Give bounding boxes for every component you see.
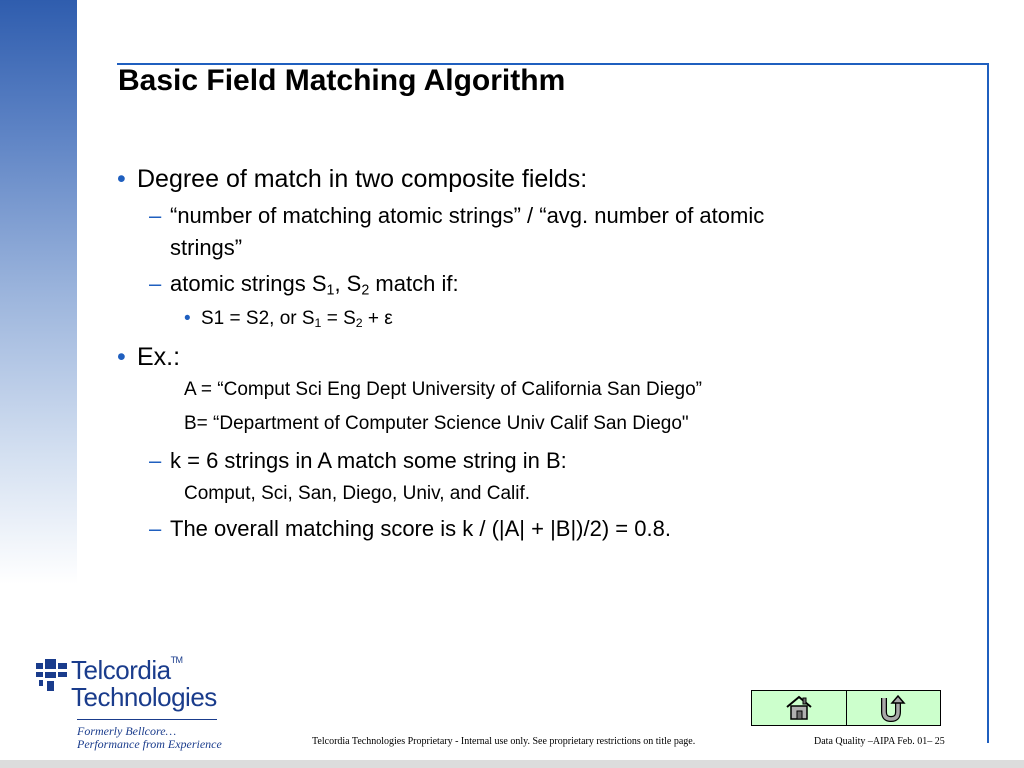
bullet-degree-of-match: Degree of match in two composite fields: [137,165,588,193]
footer-proprietary-notice: Telcordia Technologies Proprietary - Internal use only. See proprietary restrictions on title page. [312,736,696,747]
bottom-strip [0,760,1024,768]
telcordia-logo-icon [34,657,70,693]
dash-marker: – [149,271,162,296]
sidebar-gradient [0,0,77,584]
bullet-example: Ex.: [137,343,181,371]
dash-marker: – [149,516,162,541]
home-button[interactable] [752,691,846,725]
bullet-marker: • [117,165,126,193]
right-rule [987,63,989,743]
sub-k-strings: k = 6 strings in A match some string in B: [170,448,567,473]
logo-name-technologies: Technologies [71,682,217,712]
slide-title: Basic Field Matching Algorithm [118,64,566,97]
sub-sub-equality: S1 = S2, or $S_1 = S_2 + \varepsilon$ [201,308,393,331]
dash-marker: – [149,448,162,473]
sub-ratio-line1: “number of matching atomic strings” / “avg. number of atomic [170,203,765,228]
sub-ratio-line2: strings” [170,235,243,260]
example-string-b: B= “Department of Computer Science Univ Calif San Diego" [184,413,689,434]
navigation-buttons [751,690,941,726]
home-icon [785,694,813,722]
telcordia-logo [34,655,224,755]
logo-tagline-formerly: Formerly Bellcore… [77,724,177,738]
logo-divider [77,719,217,720]
footer-slide-info: Data Quality –AIPA Feb. 01– 25 [814,736,945,747]
logo-tagline-performance: Performance from Experience [77,737,222,751]
bullet-marker: • [117,343,126,371]
return-icon [878,694,908,722]
logo-name-telcordia: Telcordia™ [71,655,183,685]
matched-strings-list: Comput, Sci, San, Diego, Univ, and Calif. [184,483,531,504]
sub-atomic-match: atomic strings $S_1$, $S_2$ match if: [170,271,459,299]
return-button[interactable] [846,691,941,725]
example-string-a: A = “Comput Sci Eng Dept University of California San Diego” [184,379,702,400]
sub-overall-score: The overall matching score is k / (|A| + |B|)/2) = 0.8. [170,516,671,541]
dash-marker: – [149,203,162,228]
bullet-marker: • [184,308,191,329]
